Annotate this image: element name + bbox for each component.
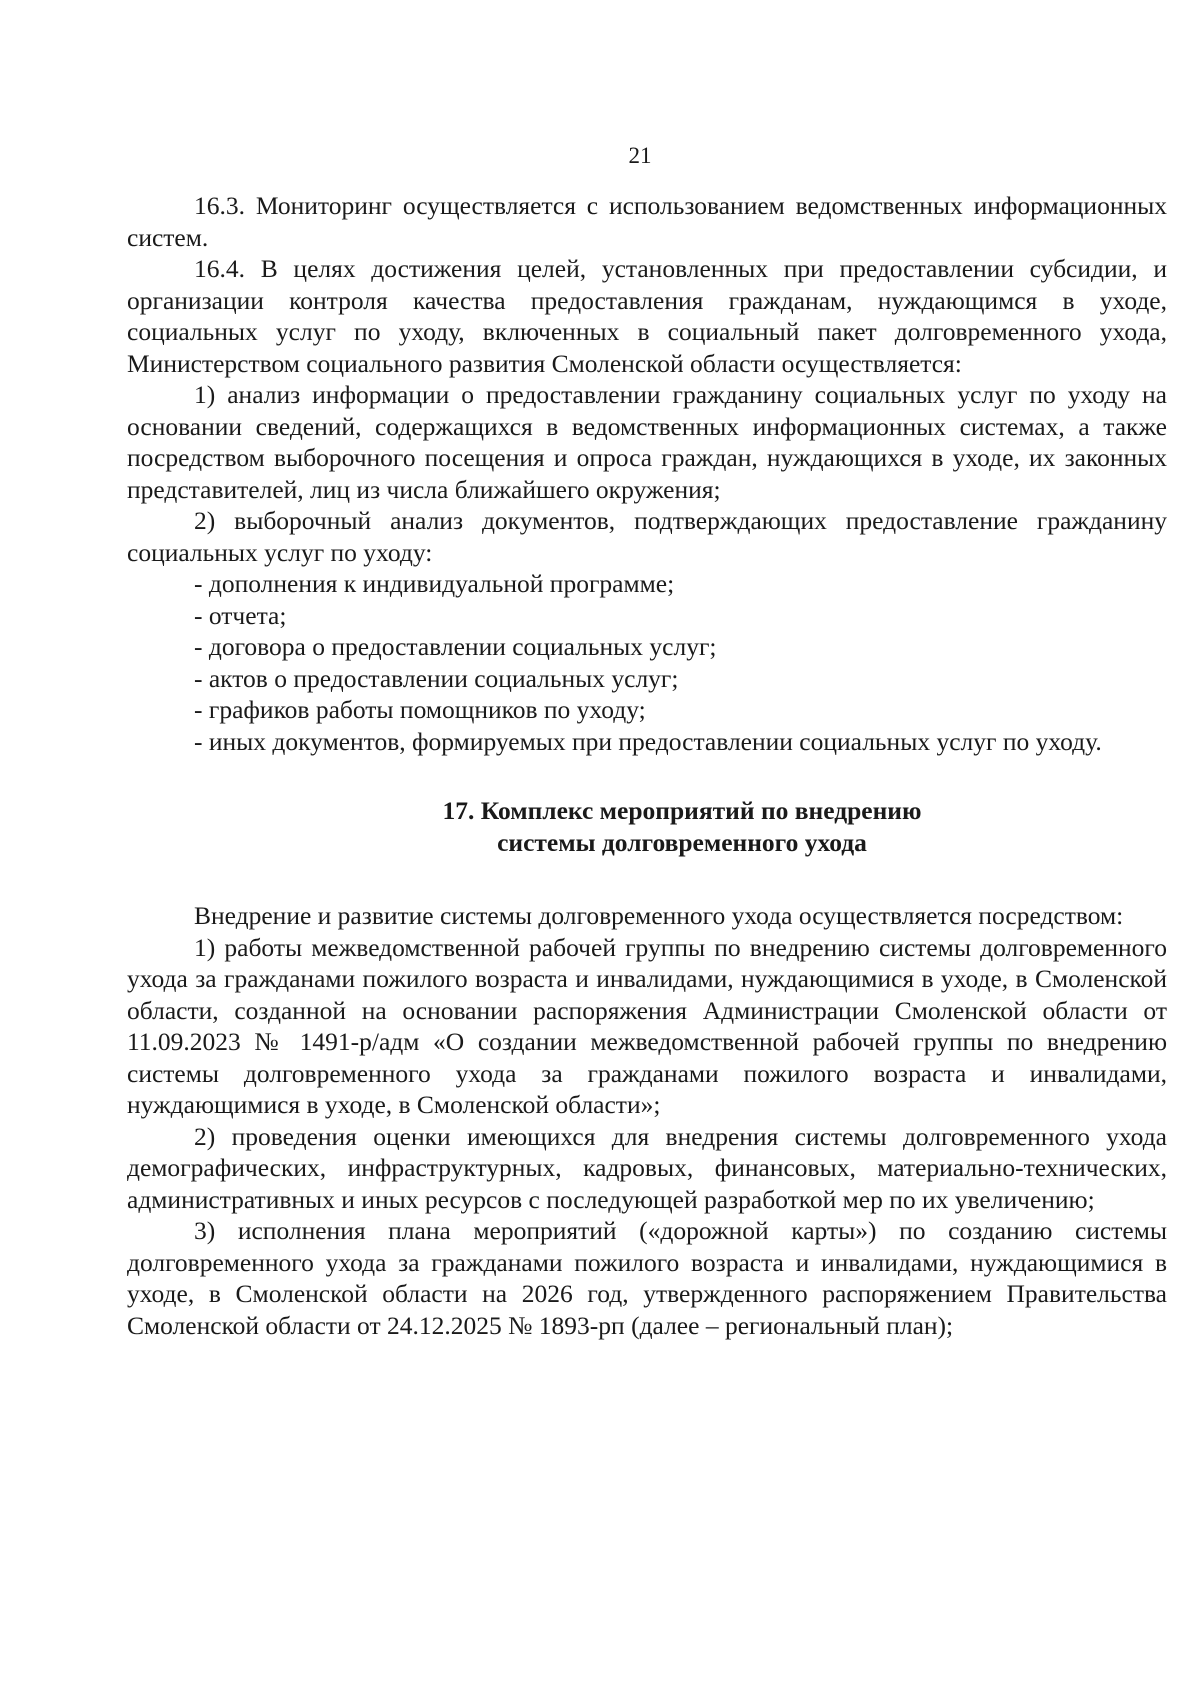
section-17-heading-line-2: системы долговременного ухода	[497, 827, 867, 857]
paragraph-17-item-3: 3) исполнения плана мероприятий («дорожной карты») по созданию системы долговременного ухода за гражданами пожилого возраста и инвалидами, нуждающимися в уходе, в Смоленской области на 2026 год, утвержденного распоряжением Правительства Смоленской области от 24.12.2025 № 1893-рп (далее – региональный план);	[127, 1216, 1167, 1340]
document-body	[127, 190, 1167, 1341]
page-number: 21	[628, 143, 652, 168]
list-item-report: - отчета;	[194, 600, 287, 630]
list-item-acts: - актов о предоставлении социальных услуг;	[194, 663, 679, 693]
section-17-heading-line-1: 17. Комплекс мероприятий по внедрению	[442, 796, 922, 825]
paragraph-16-4: 16.4. В целях достижения целей, установленных при предоставлении субсидии, и организации контроля качества предоставления гражданам, нуждающимся в уходе, социальных услуг по уходу, включенных в социальный пакет долговременного ухода, Министерством социального развития Смоленской области осуществляется:	[127, 254, 1167, 378]
section-17-heading	[127, 795, 1167, 858]
list-item-other-documents: - иных документов, формируемых при предоставлении социальных услуг по уходу.	[194, 726, 1102, 756]
paragraph-17-intro: Внедрение и развитие системы долговременного ухода осуществляется посредством:	[194, 901, 1124, 930]
paragraph-16-4-item-2: 2) выборочный анализ документов, подтверждающих предоставление гражданину социальных услуг по уходу:	[127, 506, 1167, 567]
paragraph-16-4-item-1: 1) анализ информации о предоставлении гражданину социальных услуг по уходу на основании сведений, содержащихся в ведомственных информационных системах, а также посредством выборочного посещения и опроса граждан, нуждающихся в уходе, их законных представителей, лиц из числа ближайшего окружения;	[127, 380, 1167, 504]
list-item-contract: - договора о предоставлении социальных услуг;	[194, 632, 717, 661]
paragraph-16-3: 16.3. Мониторинг осуществляется с использованием ведомственных информационных систем.	[127, 191, 1167, 252]
paragraph-17-item-1: 1) работы межведомственной рабочей группы по внедрению системы долговременного ухода за гражданами пожилого возраста и инвалидами, нуждающимися в уходе, в Смоленской области, созданной на основании распоряжения Администрации Смоленской области от 11.09.2023 № 1491-р/адм «О создании межведомственной рабочей группы по внедрению системы долговременного ухода за гражданами пожилого возраста и инвалидами, нуждающимися в уходе, в Смоленской области»;	[127, 932, 1167, 1119]
list-item-schedules: - графиков работы помощников по уходу;	[194, 695, 646, 724]
list-item-addendum: - дополнения к индивидуальной программе;	[194, 569, 675, 598]
paragraph-17-item-2: 2) проведения оценки имеющихся для внедрения системы долговременного ухода демографических, инфраструктурных, кадровых, финансовых, материально-технических, административных и иных ресурсов с последующей разработкой мер по их увеличению;	[127, 1121, 1167, 1214]
